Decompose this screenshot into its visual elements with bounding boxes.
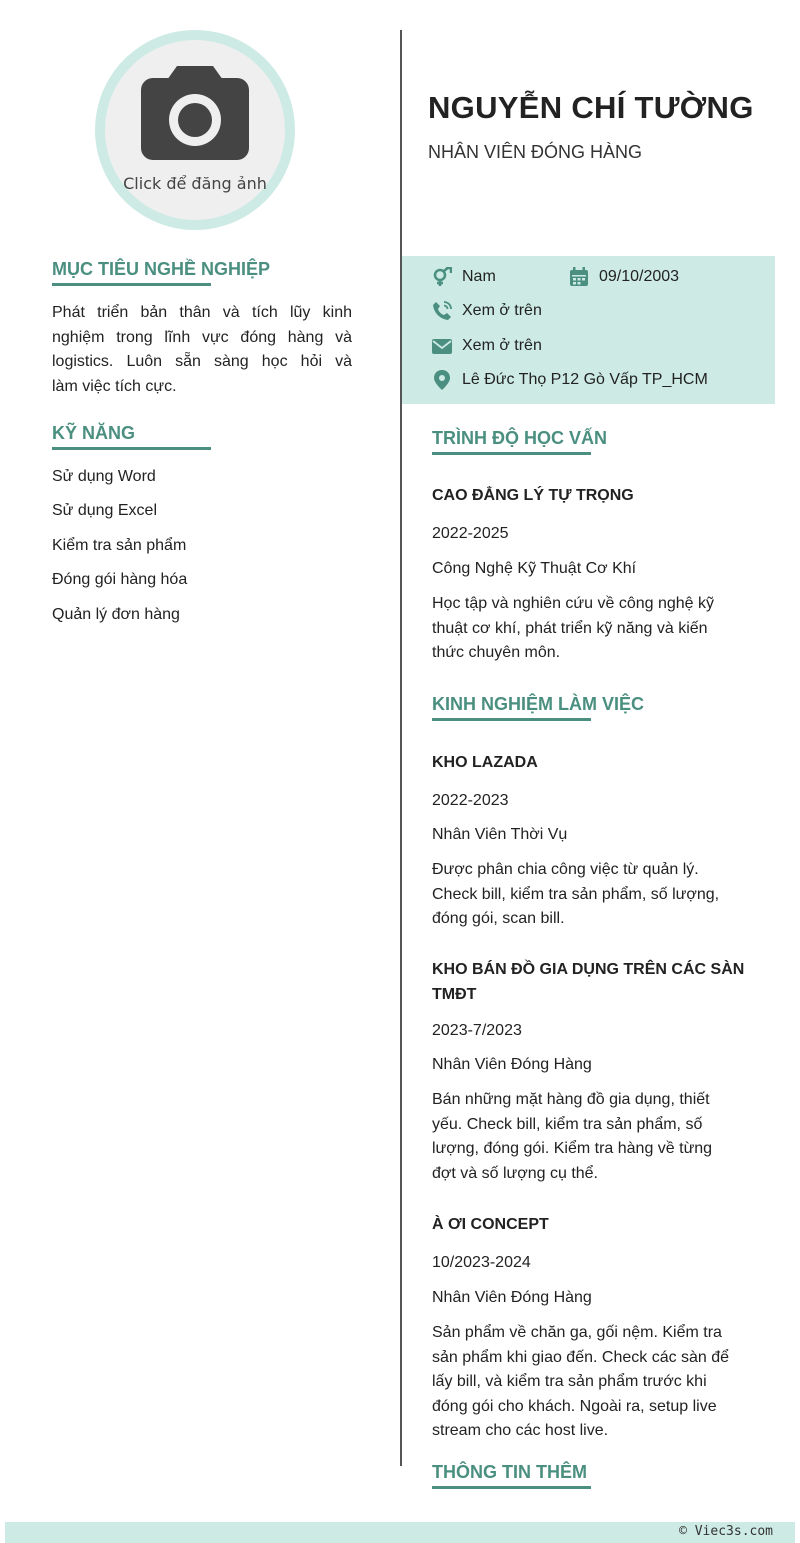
email-value: Xem ở trên (462, 337, 542, 354)
desc-line: đóng gói, scan bill. (432, 910, 565, 927)
desc-line: thức chuyên môn. (432, 644, 561, 661)
desc-line: Check bill, kiểm tra sản phẩm, số lượng, (432, 885, 720, 903)
desc-line: thuật cơ khí, phát triển kỹ năng và kiến (432, 619, 708, 637)
company-line: KHO BÁN ĐỒ GIA DỤNG TRÊN CÁC SÀN (432, 961, 745, 978)
extra-info-underline (432, 1486, 591, 1489)
desc-line: lấy bill, và kiểm tra sản phẩm trước khi (432, 1373, 707, 1390)
job-company (432, 957, 750, 1007)
desc-line: Sản phẩm về chăn ga, gối nệm. Kiểm tra (432, 1324, 722, 1341)
gender-icon (432, 267, 452, 287)
skill-item: Kiểm tra sản phẩm (52, 537, 187, 554)
experience-underline (432, 718, 591, 721)
education-title: TRÌNH ĐỘ HỌC VẤN (432, 428, 607, 448)
job-company: À ƠI CONCEPT (432, 1216, 549, 1233)
school-name: CAO ĐẲNG LÝ TỰ TRỌNG (432, 487, 634, 504)
column-divider (400, 30, 402, 1466)
objective-line: Phát triển bản thân và tích lũy kinh (52, 304, 352, 321)
job-title: NHÂN VIÊN ĐÓNG HÀNG (428, 142, 643, 162)
desc-line: lượng, đóng gói. Kiểm tra hàng về từng (432, 1140, 713, 1157)
desc-line: đóng gói cho khách. Ngoài ra, setup live (432, 1397, 717, 1415)
desc-line: sản phẩm khi giao đến. Check các sàn để (432, 1348, 730, 1366)
email-row (432, 336, 542, 356)
objective-line: làm việc tích cực. (52, 377, 177, 395)
desc-line: Bán những mặt hàng đồ gia dụng, thiết (432, 1091, 710, 1108)
job-period: 2023-7/2023 (432, 1022, 522, 1039)
skill-item: Sử dụng Excel (52, 502, 157, 519)
skills-title: KỸ NĂNG (52, 423, 136, 443)
skill-item: Quản lý đơn hàng (52, 606, 180, 623)
objective-underline (52, 283, 211, 286)
footer-bar (5, 1522, 795, 1543)
desc-line: yếu. Check bill, kiểm tra sản phẩm, số (432, 1115, 703, 1133)
footer-credit[interactable]: © Viec3s.com (679, 1524, 773, 1539)
candidate-name: NGUYỄN CHÍ TƯỜNG (428, 90, 754, 125)
avatar-upload[interactable] (95, 30, 295, 230)
job-desc (432, 1088, 750, 1186)
education-desc (432, 592, 750, 666)
job-position: Nhân Viên Đóng Hàng (432, 1289, 592, 1306)
desc-line: Được phân chia công việc từ quản lý. (432, 861, 699, 878)
avatar-placeholder[interactable] (105, 40, 285, 220)
calendar-icon (569, 267, 589, 287)
skill-item: Đóng gói hàng hóa (52, 571, 188, 588)
objective-line: nghiệm trong lĩnh vực đóng hàng và (52, 328, 352, 346)
education-underline (432, 452, 591, 455)
gender-value: Nam (462, 268, 496, 285)
education-major: Công Nghệ Kỹ Thuật Cơ Khí (432, 560, 637, 577)
photo-caption: Click để đăng ảnh (123, 174, 267, 193)
skill-item: Sử dụng Word (52, 468, 156, 485)
phone-value: Xem ở trên (462, 302, 542, 319)
skills-underline (52, 447, 211, 450)
phone-row (432, 301, 542, 321)
desc-line: đợt và số lượng cụ thể. (432, 1164, 598, 1182)
desc-line: Học tập và nghiên cứu về công nghệ kỹ (432, 595, 714, 612)
job-period: 2022-2023 (432, 792, 509, 809)
objective-title: MỤC TIÊU NGHỀ NGHIỆP (52, 259, 271, 279)
contact-panel (402, 256, 775, 404)
objective-line: logistics. Luôn sẵn sàng học hỏi và (52, 353, 352, 370)
extra-info-title: THÔNG TIN THÊM (432, 1462, 587, 1482)
job-desc (432, 858, 750, 932)
camera-icon (141, 66, 249, 160)
company-line: TMĐT (432, 986, 477, 1003)
education-period: 2022-2025 (432, 525, 509, 542)
job-company: KHO LAZADA (432, 754, 538, 771)
location-pin-icon (432, 370, 452, 390)
objective-text (52, 301, 352, 399)
desc-line: stream cho các host live. (432, 1422, 609, 1439)
email-icon (432, 336, 452, 356)
job-position: Nhân Viên Đóng Hàng (432, 1056, 592, 1073)
phone-icon (432, 301, 452, 321)
job-desc (432, 1321, 750, 1444)
birthday-value: 09/10/2003 (599, 268, 680, 285)
experience-title: KINH NGHIỆM LÀM VIỆC (432, 694, 645, 714)
gender-row (432, 267, 496, 287)
birthday-row (569, 267, 679, 287)
job-position: Nhân Viên Thời Vụ (432, 826, 568, 843)
address-value: Lê Đức Thọ P12 Gò Vấp TP_HCM (462, 371, 708, 388)
education-entry (432, 487, 750, 505)
address-row (432, 370, 708, 390)
job-period: 10/2023-2024 (432, 1254, 531, 1271)
